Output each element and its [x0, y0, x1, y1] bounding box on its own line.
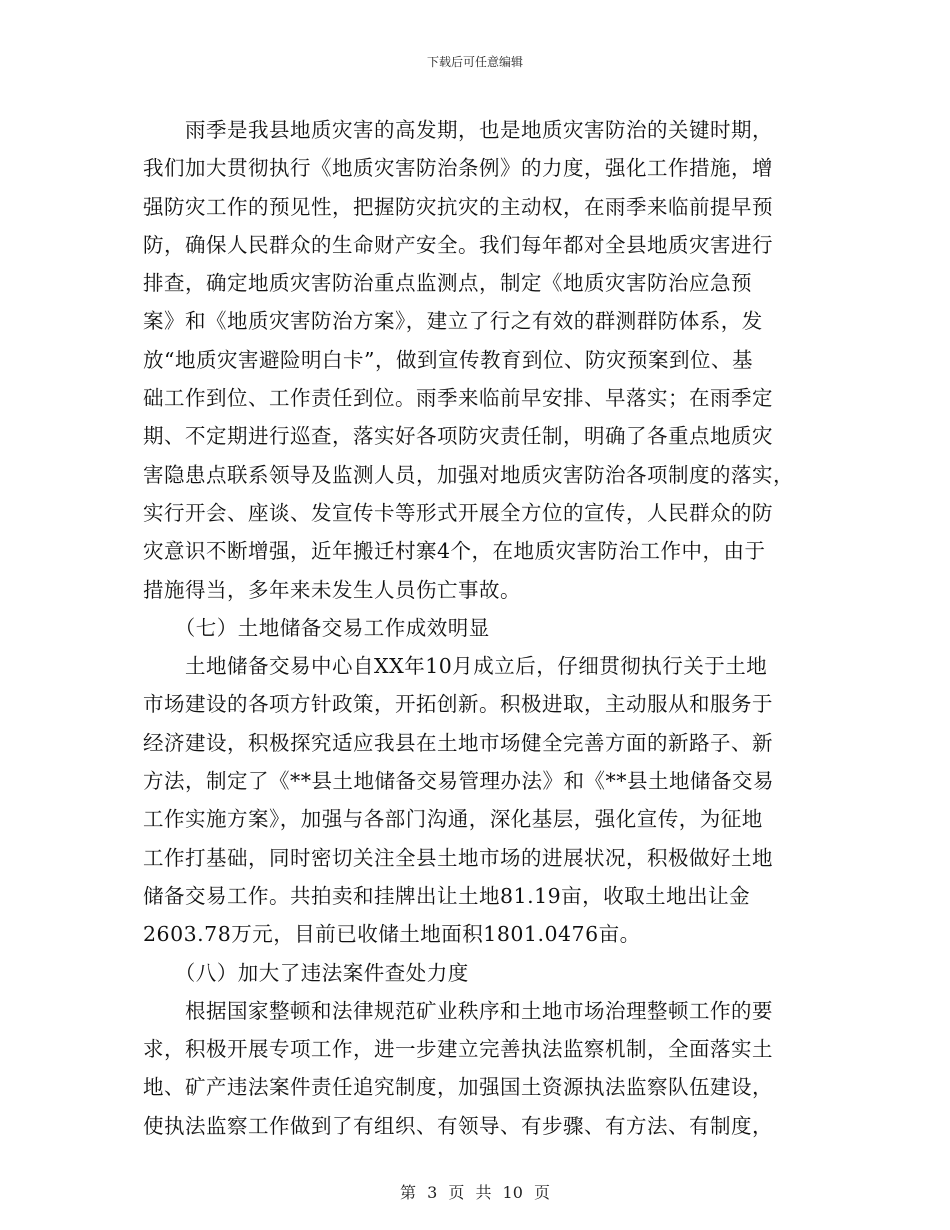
- text-line: 措施得当，多年来未发生人员伤亡事故。: [143, 577, 521, 602]
- text-line: 灾意识不断增强，近年搬迁村寨4个，在地质灾害防治工作中，由于: [143, 539, 766, 564]
- page-header: 下载后可任意编辑: [426, 55, 523, 69]
- section-heading: （七）土地储备交易工作成效明显: [143, 615, 490, 640]
- text-line: 础工作到位、工作责任到位。雨季来临前早安排、早落实；在雨季定: [143, 386, 773, 411]
- text-line: 放“地质灾害避险明白卡”，做到宣传教育到位、防灾预案到位、基: [143, 347, 753, 372]
- text-line: 2603.78万元，目前已收储土地面积1801.0476亩。: [143, 922, 641, 947]
- text-line: 经济建设，积极探究适应我县在土地市场健全完善方面的新路子、新: [143, 730, 773, 755]
- text-line: 案》和《地质灾害防治方案》，建立了行之有效的群测群防体系，发: [143, 309, 763, 334]
- text-line: 市场建设的各项方针政策，开拓创新。积极进取，主动服从和服务于: [143, 692, 773, 717]
- text-line: 土地储备交易中心自XX年10月成立后，仔细贯彻执行关于土地: [143, 654, 768, 679]
- text-line: 期、不定期进行巡查，落实好各项防灾责任制，明确了各重点地质灾: [143, 424, 773, 449]
- text-line: 防，确保人民群众的生命财产安全。我们每年都对全县地质灾害进行: [143, 232, 773, 257]
- text-line: 使执法监察工作做到了有组织、有领导、有步骤、有方法、有制度，: [143, 1113, 773, 1138]
- document-body: [143, 111, 809, 1145]
- text-line: 工作实施方案》，加强与各部门沟通，深化基层，强化宣传，为征地: [143, 807, 763, 832]
- text-line: 害隐患点联系领导及监测人员，加强对地质灾害防治各项制度的落实，: [143, 462, 794, 487]
- text-line: 我们加大贯彻执行《地质灾害防治条例》的力度，强化工作措施，增: [143, 156, 773, 181]
- text-line: 排查，确定地质灾害防治重点监测点，制定《地质灾害防治应急预: [143, 271, 752, 296]
- text-line: 实行开会、座谈、发宣传卡等形式开展全方位的宣传，人民群众的防: [143, 500, 773, 525]
- text-line: 工作打基础，同时密切关注全县土地市场的进展状况，积极做好土地: [143, 845, 773, 870]
- text-line: 求，积极开展专项工作，进一步建立完善执法监察机制，全面落实土: [143, 1037, 773, 1062]
- page-footer: 第 3 页 共 10 页: [400, 1183, 550, 1202]
- text-line: 雨季是我县地质灾害的高发期，也是地质灾害防治的关键时期，: [143, 118, 773, 142]
- section-heading: （八）加大了违法案件查处力度: [143, 960, 469, 985]
- text-line: 地、矿产违法案件责任追究制度，加强国土资源执法监察队伍建设，: [143, 1075, 773, 1100]
- text-line: 根据国家整顿和法律规范矿业秩序和土地市场治理整顿工作的要: [143, 998, 773, 1023]
- text-line: 储备交易工作。共拍卖和挂牌出让土地81.19亩，收取土地出让金: [143, 883, 751, 908]
- text-line: 强防灾工作的预见性，把握防灾抗灾的主动权，在雨季来临前提早预: [143, 194, 773, 219]
- text-line: 方法，制定了《**县土地储备交易管理办法》和《**县土地储备交易: [143, 769, 774, 794]
